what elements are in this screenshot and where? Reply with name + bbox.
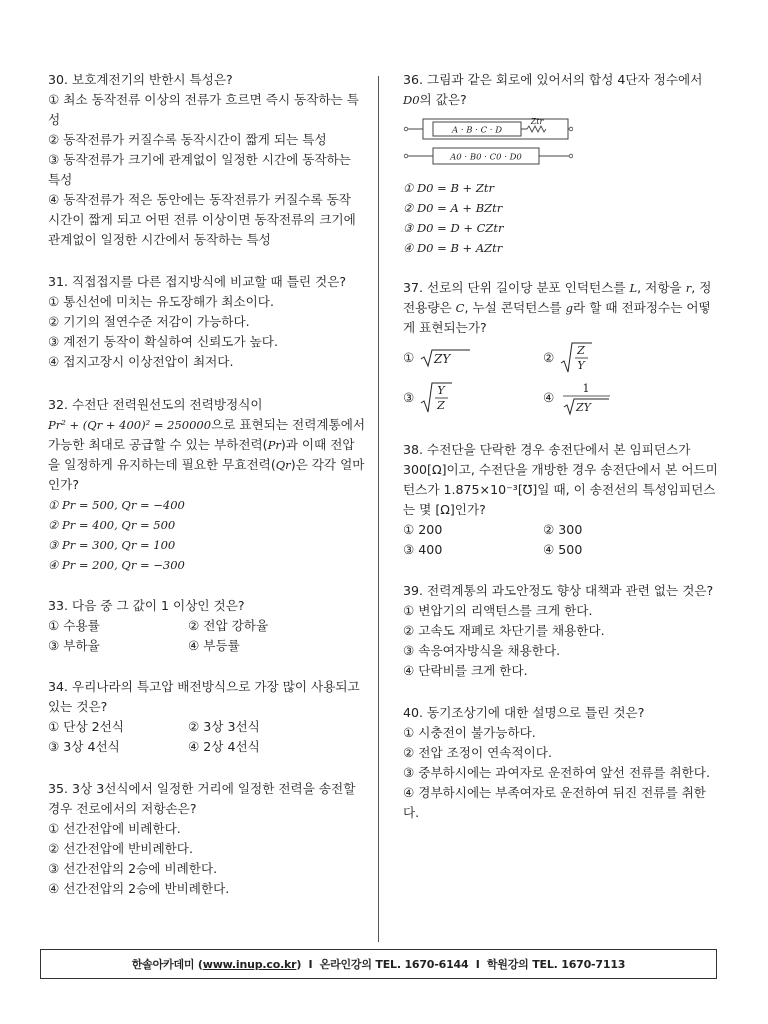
footer-academy-close: ) (296, 957, 302, 971)
question-32-equation: Pr² + (Qr + 400)² = 250000 (48, 418, 212, 432)
question-32-title-rest-a: 으로 표현되는 전력계통에서 가능한 최대로 공급할 수 있는 부하전력( (48, 417, 366, 452)
sqrt-z-over-y-denominator: Y (577, 359, 585, 372)
question-33-option-3: ③ 부하율 (48, 638, 100, 653)
question-37-title-c: , 정전용량은 (403, 280, 712, 315)
sqrt-zy-radicand: ZY (434, 352, 451, 366)
question-36-option-3-text: ③ D0 = D + CZtr (403, 221, 504, 235)
question-36-option-2 (403, 198, 721, 218)
question-39-option-4: ④ 단락비를 크게 한다. (403, 663, 528, 678)
left-column (48, 70, 366, 899)
sqrt-y-over-z-formula (420, 381, 454, 415)
question-39-title: 39. 전력계통의 과도안정도 향상 대책과 관련 없는 것은? (403, 583, 714, 598)
question-37-option-3-number: ③ (403, 390, 415, 405)
question-32-option-2-text: ② Pr = 400, Qr = 500 (48, 518, 176, 532)
question-33-option-4: ④ 부등률 (188, 638, 240, 653)
question-31-option-2: ② 기기의 절연수준 저감이 가능하다. (48, 314, 250, 329)
question-33-option-1: ① 수용률 (48, 618, 100, 633)
question-36-title-b: 의 값은? (419, 92, 467, 107)
question-38-options (403, 520, 721, 560)
circuit-diagram (403, 116, 573, 170)
column-divider (378, 76, 379, 942)
question-37-option-3 (403, 378, 543, 418)
question-38-option-2: ② 300 (543, 522, 583, 537)
question-37-title-d: , 누설 콘덕턴스를 (464, 300, 566, 315)
footer-online-phone: 온라인강의 TEL. 1670-6144 (319, 958, 469, 971)
question-32-title (48, 395, 366, 495)
question-37-title-b: , 저항을 (637, 280, 686, 295)
question-37-title-a: 37. 선로의 단위 길이당 분포 인덕턴스를 (403, 280, 630, 295)
question-39-option-2: ② 고속도 재폐로 차단기를 채용한다. (403, 623, 605, 638)
question-34-option-2: ② 3상 3선식 (188, 719, 260, 734)
question-34 (48, 677, 366, 757)
question-38-option-4: ④ 500 (543, 542, 583, 557)
question-33-options (48, 616, 366, 656)
footer-offline-phone: 학원강의 TEL. 1670-7113 (486, 958, 626, 971)
circuit-impedance-label: Ztr (530, 117, 544, 126)
question-30-option-1: ① 최소 동작전류 이상의 전류가 흐르면 즉시 동작하는 특성 (48, 92, 359, 127)
question-36-title-a: 36. 그림과 같은 회로에 있어서의 합성 4단자 정수에서 (403, 72, 703, 87)
question-40-option-1: ① 시충전이 불가능하다. (403, 725, 536, 740)
question-40-option-2: ② 전압 조정이 연속적이다. (403, 745, 552, 760)
one-over-sqrt-zy-numerator: 1 (582, 382, 590, 395)
circuit-a0b0c0d0-label: A0 · B0 · C0 · D0 (450, 152, 522, 163)
question-36-option-3 (403, 218, 721, 238)
question-37-option-2 (543, 338, 683, 378)
question-32-option-3 (48, 535, 366, 555)
question-37-L-symbol: L (629, 281, 638, 295)
footer-website-link[interactable]: www.inup.co.kr (202, 957, 297, 971)
impedance-resistor (527, 126, 546, 132)
sqrt-y-over-z-numerator: Y (437, 384, 445, 397)
question-33-title: 33. 다음 중 그 값이 1 이상인 것은? (48, 598, 245, 613)
question-34-option-3: ③ 3상 4선식 (48, 739, 120, 754)
question-37-title-e: 라 할 때 전파정수는 어떻게 표현되는가? (403, 300, 711, 335)
question-37-option-4-number: ④ (543, 390, 555, 405)
question-32-option-4 (48, 555, 366, 575)
right-column (403, 70, 721, 823)
sqrt-zy-formula (420, 347, 472, 369)
question-37-option-2-number: ② (543, 350, 555, 365)
question-38-option-1: ① 200 (403, 522, 443, 537)
question-33 (48, 596, 366, 656)
question-37-options (403, 338, 721, 418)
question-32-option-4-text: ④ Pr = 200, Qr = −300 (48, 558, 185, 572)
question-37 (403, 278, 721, 418)
question-32-option-3-text: ③ Pr = 300, Qr = 100 (48, 538, 176, 552)
question-36-title (403, 70, 721, 110)
question-30-option-2: ② 동작전류가 커질수록 동작시간이 짧게 되는 특성 (48, 132, 327, 147)
footer-banner (40, 949, 717, 979)
question-30-option-3: ③ 동작전류가 크기에 관계없이 일정한 시간에 동작하는 특성 (48, 152, 351, 187)
sqrt-y-over-z-denominator: Z (437, 399, 446, 412)
sqrt-z-over-y-numerator: Z (577, 344, 586, 357)
question-38-option-3: ③ 400 (403, 542, 443, 557)
question-31-option-3: ③ 계전기 동작이 확실하여 신뢰도가 높다. (48, 334, 278, 349)
question-37-g-symbol: g (565, 301, 574, 315)
question-35-option-2: ② 선간전압에 반비례한다. (48, 841, 193, 856)
sqrt-z-over-y-formula (560, 341, 594, 375)
question-32 (48, 395, 366, 575)
question-40-title: 40. 동기조상기에 대한 설명으로 틀린 것은? (403, 705, 645, 720)
question-34-option-1: ① 단상 2선식 (48, 719, 124, 734)
question-30-option-4: ④ 동작전류가 적은 동안에는 동작전류가 커질수록 동작 시간이 짧게 되고 어떤 전류 이상이면 동작전류의 크기에 관계없이 일정한 시간에서 동작하는 특성 (48, 192, 356, 247)
question-34-options (48, 717, 366, 757)
circuit-abcd-label: A · B · C · D (451, 125, 503, 136)
question-38 (403, 440, 721, 560)
question-40-option-4: ④ 경부하시에는 부족여자로 운전하여 뒤진 전류를 취한다. (403, 785, 706, 820)
question-33-option-2: ② 전압 강하율 (188, 618, 269, 633)
question-32-qr-symbol: Qr (275, 458, 291, 472)
question-35 (48, 779, 366, 899)
question-39-option-1: ① 변압기의 리액턴스를 크게 한다. (403, 603, 593, 618)
question-31-option-1: ① 통신선에 미치는 유도장해가 최소이다. (48, 294, 274, 309)
question-34-title: 34. 우리나라의 특고압 배전방식으로 가장 많이 사용되고 있는 것은? (48, 679, 360, 714)
question-36-option-4 (403, 238, 721, 258)
question-30 (48, 70, 366, 250)
question-37-r-symbol: r (685, 281, 692, 295)
question-32-title-line1: 32. 수전단 전력원선도의 전력방정식이 (48, 397, 263, 412)
question-32-option-1 (48, 495, 366, 515)
question-36-option-4-text: ④ D0 = B + AZtr (403, 241, 503, 255)
question-32-title-rest-b: )과 이때 전압을 일정하게 유지하는데 필요한 무효전력( (48, 437, 355, 472)
question-36-option-1 (403, 178, 721, 198)
question-34-option-4: ④ 2상 4선식 (188, 739, 260, 754)
question-36 (403, 70, 721, 258)
question-40-option-3: ③ 중부하시에는 과여자로 운전하여 앞선 전류를 취한다. (403, 765, 710, 780)
one-over-sqrt-zy-formula (560, 380, 612, 416)
question-35-option-1: ① 선간전압에 비례한다. (48, 821, 181, 836)
question-30-title: 30. 보호계전기의 반한시 특성은? (48, 72, 233, 87)
question-31-option-4: ④ 접지고장시 이상전압이 최저다. (48, 354, 234, 369)
one-over-sqrt-zy-radicand: ZY (576, 401, 592, 414)
question-31-title: 31. 직접접지를 다른 접지방식에 비교할 때 틀린 것은? (48, 274, 347, 289)
question-32-option-1-text: ① Pr = 500, Qr = −400 (48, 498, 185, 512)
question-36-option-2-text: ② D0 = A + BZtr (403, 201, 503, 215)
question-37-C-symbol: C (455, 301, 465, 315)
footer-academy-name: 한솔아카데미 ( (131, 958, 203, 971)
question-35-option-3: ③ 선간전압의 2승에 비례한다. (48, 861, 218, 876)
footer-separator: I (301, 957, 320, 971)
question-32-title-rest-c: )은 각각 얼마인가? (48, 457, 365, 492)
question-36-d0-symbol: D0 (403, 93, 420, 107)
question-39 (403, 581, 721, 681)
question-31 (48, 272, 366, 372)
question-37-option-4 (543, 378, 683, 418)
question-35-option-4: ④ 선간전압의 2승에 반비례한다. (48, 881, 230, 896)
question-32-option-2 (48, 515, 366, 535)
question-32-pr-symbol: Pr (267, 438, 281, 452)
question-37-option-1 (403, 338, 543, 378)
question-38-title: 38. 수전단을 단락한 경우 송전단에서 본 임피던스가 300[Ω]이고, 수전단을 개방한 경우 송전단에서 본 어드미턴스가 1.875×10⁻³[℧]일 때, 이 송전선의 특성임피던스는 몇 [Ω]인가? (403, 442, 718, 517)
question-40 (403, 703, 721, 823)
question-37-option-1-number: ① (403, 350, 415, 365)
question-36-option-1-text: ① D0 = B + Ztr (403, 181, 494, 195)
question-35-title: 35. 3상 3선식에서 일정한 거리에 일정한 전력을 송전할 경우 전로에서의 저항손은? (48, 781, 356, 816)
question-39-option-3: ③ 속응여자방식을 채용한다. (403, 643, 561, 658)
footer-separator: I (468, 957, 487, 971)
question-37-title (403, 278, 721, 338)
